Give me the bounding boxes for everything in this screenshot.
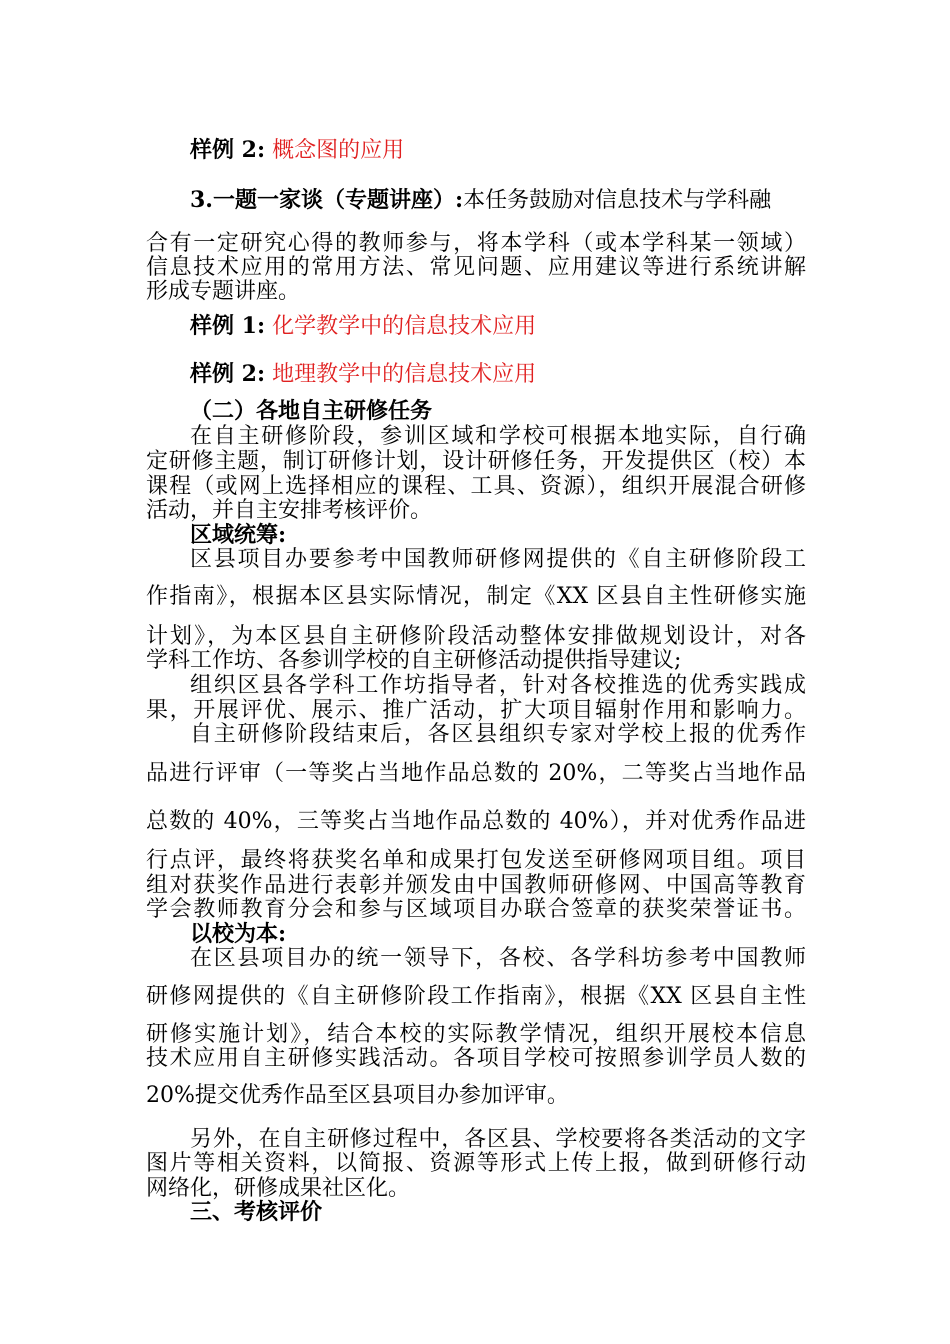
paragraph-line: 合有一定研究心得的教师参与，将本学科（或本学科某一领域） bbox=[146, 231, 806, 256]
paragraph-line: 学科工作坊、各参训学校的自主研修活动提供指导建议; bbox=[146, 648, 682, 673]
paragraph-line: 在自主研修阶段，参训区域和学校可根据本地实际，自行确 bbox=[190, 424, 806, 449]
paragraph-line: 行点评，最终将获奖名单和成果打包发送至研修网项目组。项目 bbox=[146, 848, 806, 873]
sample-label: 样例 2: bbox=[190, 137, 266, 163]
paragraph-line: 活动，并自主安排考核评价。 bbox=[146, 498, 433, 523]
paragraph-line: 组对获奖作品进行表彰并颁发由中国教师研修网、中国高等教育 bbox=[146, 873, 806, 898]
paragraph-line: 形成专题讲座。 bbox=[146, 279, 301, 304]
paragraph-line: 作指南》，根据本区县实际情况，制定《XX 区县自主性研修实施 bbox=[146, 584, 806, 609]
sample-2-line bbox=[190, 136, 404, 165]
paragraph-line: 区县项目办要参考中国教师研修网提供的《自主研修阶段工 bbox=[190, 547, 806, 572]
sample-title: 化学教学中的信息技术应用 bbox=[272, 314, 537, 339]
sample-title: 概念图的应用 bbox=[272, 138, 405, 163]
paragraph-line: 组织区县各学科工作坊指导者，针对各校推选的优秀实践成 bbox=[190, 673, 806, 698]
paragraph-line: 技术应用自主研修实践活动。各项目学校可按照参训学员人数的 bbox=[146, 1046, 806, 1071]
subheading-school: 以校为本: bbox=[190, 921, 287, 947]
paragraph-line: 研修网提供的《自主研修阶段工作指南》，根据《XX 区县自主性 bbox=[146, 984, 806, 1009]
paragraph-line: 总数的 40%，三等奖占当地作品总数的 40%），并对优秀作品进 bbox=[146, 809, 806, 834]
paragraph-line: 研修实施计划》，结合本校的实际教学情况，组织开展校本信息 bbox=[146, 1022, 806, 1047]
task-3-heading: 3.一题一家谈（专题讲座）: bbox=[190, 187, 464, 213]
paragraph-line: 课程（或网上选择相应的课程、工具、资源），组织开展混合研修 bbox=[146, 474, 806, 499]
paragraph-line: 学会教师教育分会和参与区域项目办联合签章的获奖荣誉证书。 bbox=[146, 897, 806, 922]
paragraph-line: 自主研修阶段结束后，各区县组织专家对学校上报的优秀作 bbox=[190, 722, 806, 747]
paragraph-line: 定研修主题，制订研修计划，设计研修任务，开发提供区（校）本 bbox=[146, 449, 806, 474]
sample-label: 样例 1: bbox=[190, 313, 266, 339]
paragraph-line: 另外，在自主研修过程中，各区县、学校要将各类活动的文字 bbox=[190, 1127, 806, 1152]
paragraph-line: 在区县项目办的统一领导下，各校、各学科坊参考中国教师 bbox=[190, 946, 806, 971]
paragraph-line: 果，开展评优、展示、推广活动，扩大项目辐射作用和影响力。 bbox=[146, 698, 806, 723]
paragraph-line: 品进行评审（一等奖占当地作品总数的 20%，二等奖占当地作品 bbox=[146, 761, 806, 786]
sample-title: 地理教学中的信息技术应用 bbox=[272, 362, 537, 387]
sample-label: 样例 2: bbox=[190, 361, 266, 387]
task-3-text: 本任务鼓励对信息技术与学科融 bbox=[463, 188, 772, 213]
paragraph-line: 20%提交优秀作品至区县项目办参加评审。 bbox=[146, 1083, 569, 1108]
section-heading: （二）各地自主研修任务 bbox=[190, 398, 433, 424]
section-heading: 三、考核评价 bbox=[190, 1199, 323, 1225]
sample-1-line bbox=[190, 312, 536, 341]
sample-2b-line bbox=[190, 360, 536, 389]
paragraph-line: 计划》，为本区县自主研修阶段活动整体安排做规划设计，对各 bbox=[146, 624, 806, 649]
task-3-line bbox=[190, 186, 771, 215]
paragraph-line: 信息技术应用的常用方法、常见问题、应用建议等进行系统讲解 bbox=[146, 255, 806, 280]
paragraph-line: 网络化，研修成果社区化。 bbox=[146, 1176, 411, 1201]
paragraph-line: 图片等相关资料，以简报、资源等形式上传上报，做到研修行动 bbox=[146, 1151, 806, 1176]
subheading-region: 区域统筹: bbox=[190, 522, 287, 548]
